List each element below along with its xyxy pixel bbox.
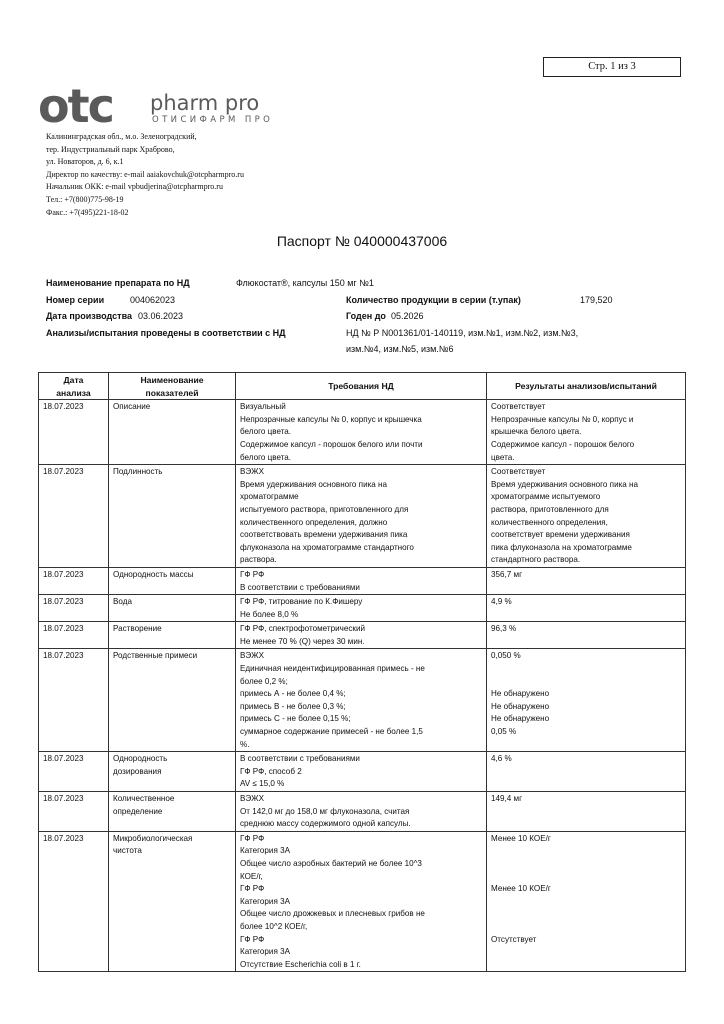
cell-indicator-line: Родственные примеси xyxy=(113,651,198,661)
cell-indicator-line: Растворение xyxy=(113,624,162,634)
cell-result-line: крышечка белого цвета. xyxy=(491,427,582,437)
cell-requirement-line: Не более 8,0 % xyxy=(240,609,299,619)
cell-requirement-line: флуконазола на хроматограмме стандартного xyxy=(240,542,414,552)
cell-requirement-line: КОЕ/г, xyxy=(240,871,263,881)
cell-requirement-line: Категория 3А xyxy=(240,846,290,856)
cell-indicator xyxy=(109,622,236,649)
cell-requirement-line: белого цвета. xyxy=(240,452,292,462)
phone-line: Тел.: +7(800)775-98-19 xyxy=(46,194,124,204)
cell-requirement-line: белого цвета. xyxy=(240,427,292,437)
address-line: Калининградская обл., м.о. Зеленоградский, xyxy=(46,132,197,141)
cell-requirement xyxy=(236,752,487,792)
expiry-label: Годен до xyxy=(346,311,386,321)
cell-result-line: Соответствует xyxy=(491,402,546,412)
analysis-table xyxy=(38,372,686,972)
document-title: Паспорт № 040000437006 xyxy=(276,233,448,249)
cell-result xyxy=(487,752,686,792)
cell-result-line: пика флуконазола на хроматограмме xyxy=(491,542,632,552)
cell-result xyxy=(487,567,686,594)
cell-requirement-line: Отсутствие Escherichia coli в 1 г. xyxy=(240,959,361,969)
cell-requirement xyxy=(236,465,487,568)
cell-result-line xyxy=(491,896,681,909)
cell-indicator xyxy=(109,400,236,465)
cell-requirement xyxy=(236,831,487,972)
cell-requirement-line: Категория 3А xyxy=(240,947,290,957)
company-logo xyxy=(38,84,298,130)
table-row xyxy=(39,831,686,972)
cell-result-line xyxy=(491,921,681,934)
cell-date: 18.07.2023 xyxy=(39,831,109,972)
address-line: тер. Индустриальный парк Храброво, xyxy=(46,144,175,154)
cell-indicator-line: Подлинность xyxy=(113,467,163,477)
cell-result-line: Менее 10 КОЕ/г xyxy=(491,884,551,894)
cell-result xyxy=(487,831,686,972)
cell-result xyxy=(487,465,686,568)
cell-requirement-line: раствора. xyxy=(240,555,277,565)
drug-name-label: Наименование препарата по НД xyxy=(46,278,190,288)
cell-result-line xyxy=(491,663,681,676)
cell-result-line: 149,4 мг xyxy=(491,794,523,803)
cell-requirement-line: Единичная неидентифицированная примесь - не xyxy=(240,664,425,674)
cell-indicator xyxy=(109,567,236,594)
cell-date: 18.07.2023 xyxy=(39,465,109,568)
cell-result-line: Непрозрачные капсулы № 0, корпус и xyxy=(491,414,634,424)
cell-requirement-line: Визуальный xyxy=(240,402,286,412)
table-row xyxy=(39,622,686,649)
cell-requirement xyxy=(236,792,487,832)
cell-date: 18.07.2023 xyxy=(39,400,109,465)
svg-text:otc: otc xyxy=(38,84,113,130)
cell-result xyxy=(487,595,686,622)
cell-date: 18.07.2023 xyxy=(39,567,109,594)
cell-requirement-line: Содержимое капсул - порошок белого или почти xyxy=(240,439,423,449)
tests-label: Анализы/испытания проведены в соответствии с НД xyxy=(46,328,286,338)
cell-indicator-line: Однородность xyxy=(113,754,168,764)
nd-reference-line: изм.№4, изм.№5, изм.№6 xyxy=(346,344,454,354)
cell-date: 18.07.2023 xyxy=(39,792,109,832)
nd-reference-line: НД № Р N001361/01-140119, изм.№1, изм.№2, изм.№3, xyxy=(346,328,579,338)
cell-result-line: количественного определения, xyxy=(491,517,608,527)
table-row xyxy=(39,567,686,594)
header-indicator: Наименование показателей xyxy=(109,373,236,400)
cell-requirement-line: более 10^2 КОЕ/г, xyxy=(240,921,308,931)
cell-indicator-line: Количественное xyxy=(113,794,175,803)
cell-requirement-line: испытуемого раствора, приготовленного для xyxy=(240,504,409,514)
table-row xyxy=(39,595,686,622)
cell-requirement-line: соответствовать времени удерживания пика xyxy=(240,530,408,540)
header-requirements: Требования НД xyxy=(236,373,487,400)
series-number-label: Номер серии xyxy=(46,295,105,305)
cell-result-line xyxy=(491,871,681,884)
cell-result-line: Не обнаружено xyxy=(491,701,550,711)
cell-result-line: Не обнаружено xyxy=(491,714,550,724)
cell-requirement-line: ВЭЖХ xyxy=(240,467,264,477)
cell-requirement-line: Общее число дрожжевых и плесневых грибов не xyxy=(240,909,425,919)
table-row xyxy=(39,465,686,568)
cell-requirement-line: ГФ РФ xyxy=(240,884,265,894)
production-date-value: 03.06.2023 xyxy=(138,311,184,321)
quantity-value: 179,520 xyxy=(580,295,613,305)
address-line: ул. Новаторов, д. 6, к.1 xyxy=(46,157,124,167)
cell-requirement-line: В соответствии с требованиями xyxy=(240,582,360,592)
cell-requirement xyxy=(236,649,487,752)
cell-result xyxy=(487,649,686,752)
cell-result-line xyxy=(491,676,681,689)
cell-result-line: Соответствует xyxy=(491,467,546,477)
cell-indicator-line: Вода xyxy=(113,597,132,607)
cell-result-line xyxy=(491,845,681,858)
quality-director-line: Директор по качеству: e-mail aaiakovchuk@otcpharmpro.ru xyxy=(46,169,244,179)
cell-result-line: Менее 10 КОЕ/г xyxy=(491,833,551,843)
cell-result-line: Не обнаружено xyxy=(491,689,550,699)
cell-result-line: Отсутствует xyxy=(491,934,537,944)
cell-requirement xyxy=(236,622,487,649)
cell-result-line xyxy=(491,858,681,871)
cell-requirement-line: ГФ РФ xyxy=(240,833,265,843)
quantity-label: Количество продукции в серии (т.упак) xyxy=(346,295,521,305)
cell-requirement-line: примесь А - не более 0,4 %; xyxy=(240,689,346,699)
cell-requirement-line: среднюю массу содержимого одной капсулы. xyxy=(240,819,411,829)
table-row xyxy=(39,400,686,465)
cell-indicator xyxy=(109,831,236,972)
drug-name-value: Флюкостат®, капсулы 150 мг №1 xyxy=(236,278,374,288)
table-row xyxy=(39,649,686,752)
cell-result-line: хроматограмме испытуемого xyxy=(491,492,601,502)
cell-requirement-line: %. xyxy=(240,739,250,749)
cell-requirement-line: Не менее 70 % (Q) через 30 мин. xyxy=(240,636,365,646)
cell-result-line: соответствует времени удерживания xyxy=(491,530,630,540)
cell-date: 18.07.2023 xyxy=(39,752,109,792)
cell-requirement-line: ГФ РФ xyxy=(240,934,265,944)
cell-requirement-line: От 142,0 мг до 158,0 мг флуконазола, считая xyxy=(240,806,410,816)
cell-requirement xyxy=(236,595,487,622)
fax-line: Факс.: +7(495)221-18-02 xyxy=(46,207,129,217)
expiry-value: 05.2026 xyxy=(391,311,424,321)
cell-requirement-line: AV ≤ 15,0 % xyxy=(240,779,285,789)
company-address xyxy=(46,131,244,219)
cell-requirement-line: В соответствии с требованиями xyxy=(240,754,360,764)
cell-indicator-line: Однородность массы xyxy=(113,569,194,579)
header-results: Результаты анализов/испытаний xyxy=(487,373,686,400)
cell-indicator xyxy=(109,649,236,752)
cell-requirement-line: примесь В - не более 0,3 %; xyxy=(240,701,346,711)
cell-requirement-line: ВЭЖХ xyxy=(240,651,264,661)
cell-result xyxy=(487,792,686,832)
cell-result xyxy=(487,622,686,649)
production-date-label: Дата производства xyxy=(46,311,132,321)
svg-text:ОТИСИФАРМ ПРО: ОТИСИФАРМ ПРО xyxy=(152,115,274,125)
cell-indicator xyxy=(109,465,236,568)
cell-requirement-line: Общее число аэробных бактерий не более 10^3 xyxy=(240,858,422,868)
cell-result xyxy=(487,400,686,465)
cell-result-line: Содержимое капсул - порошок белого xyxy=(491,439,635,449)
cell-requirement-line: ГФ РФ, титрование по К.Фишеру xyxy=(240,597,363,607)
cell-requirement-line: более 0,2 %; xyxy=(240,676,288,686)
cell-indicator-line: дозирования xyxy=(113,766,162,776)
cell-requirement-line: хроматограмме xyxy=(240,492,299,502)
cell-indicator-line: Описание xyxy=(113,402,151,412)
cell-result-line: 0,05 % xyxy=(491,727,517,737)
cell-requirement-line: ВЭЖХ xyxy=(240,794,264,803)
cell-result-line: стандартного раствора. xyxy=(491,555,581,565)
cell-result-line: 96,3 % xyxy=(491,624,517,634)
cell-indicator xyxy=(109,792,236,832)
cell-requirement-line: Категория 3А xyxy=(240,896,290,906)
cell-result-line: 4,6 % xyxy=(491,754,512,764)
cell-requirement-line: количественного определения, должно xyxy=(240,517,388,527)
cell-indicator-line: Микробиологическая xyxy=(113,833,193,843)
cell-result-line: 0,050 % xyxy=(491,651,521,661)
table-row xyxy=(39,792,686,832)
cell-requirement-line: суммарное содержание примесей - не более 1,5 xyxy=(240,727,423,737)
cell-result-line: 4,9 % xyxy=(491,597,512,607)
cell-date: 18.07.2023 xyxy=(39,622,109,649)
cell-indicator-line: чистота xyxy=(113,846,142,856)
cell-requirement-line: примесь С - не более 0,15 %; xyxy=(240,714,351,724)
cell-requirement xyxy=(236,400,487,465)
cell-result-line: 356,7 мг xyxy=(491,569,523,579)
series-number-value: 004062023 xyxy=(130,295,176,305)
table-header-row xyxy=(39,373,686,400)
page-counter: Стр. 1 из 3 xyxy=(543,57,681,77)
cell-requirement xyxy=(236,567,487,594)
cell-indicator xyxy=(109,752,236,792)
cell-requirement-line: ГФ РФ, способ 2 xyxy=(240,766,302,776)
okk-head-line: Начальник ОКК: e-mail vpbudjerina@otcpharmpro.ru xyxy=(46,182,223,192)
cell-requirement-line: ГФ РФ xyxy=(240,569,265,579)
cell-result-line: цвета. xyxy=(491,452,515,462)
cell-date: 18.07.2023 xyxy=(39,649,109,752)
cell-date: 18.07.2023 xyxy=(39,595,109,622)
cell-requirement-line: ГФ РФ, спектрофотометрический xyxy=(240,624,365,634)
cell-requirement-line: Время удерживания основного пика на xyxy=(240,479,388,489)
table-row xyxy=(39,752,686,792)
cell-result-line: Время удерживания основного пика на xyxy=(491,479,639,489)
cell-result-line xyxy=(491,908,681,921)
cell-indicator-line: определение xyxy=(113,806,163,816)
cell-indicator xyxy=(109,595,236,622)
svg-text:pharm pro: pharm pro xyxy=(150,91,260,115)
cell-requirement-line: Непрозрачные капсулы № 0, корпус и крышечка xyxy=(240,414,422,424)
cell-result-line: раствора, приготовленного для xyxy=(491,504,609,514)
header-date: Дата анализа xyxy=(39,373,109,400)
